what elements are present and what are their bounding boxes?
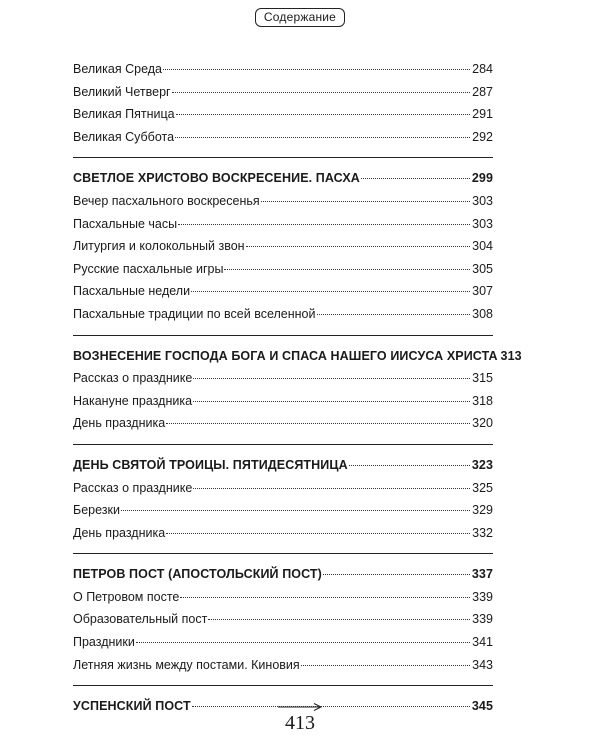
dot-leader [166,533,470,534]
toc-entry-title: Великая Пятница [73,107,175,122]
toc-entry-page: 305 [472,261,493,276]
toc-section-heading[interactable] [73,454,493,477]
section-page: 337 [471,567,493,582]
section-title: СВЕТЛОЕ ХРИСТОВО ВОСКРЕСЕНИЕ. ПАСХА [73,171,360,186]
dot-leader [323,574,470,575]
dot-leader [208,619,470,620]
toc-entry[interactable] [73,58,493,81]
toc-entry-page: 320 [472,416,493,431]
dot-leader [136,642,470,643]
dot-leader [180,597,470,598]
section-page: 323 [471,457,493,472]
toc-entry[interactable] [73,235,493,258]
toc-entry[interactable] [73,258,493,281]
section-divider [73,444,493,445]
toc-entry-title: Литургия и колокольный звон [73,239,245,254]
toc-entry-page: 308 [472,306,493,321]
toc-entry-title: Образовательный пост [73,612,208,627]
toc-entry-page: 303 [472,193,493,208]
dot-leader [193,378,470,379]
toc-entry[interactable] [73,608,493,631]
toc-entry-page: 329 [472,503,493,518]
section-divider [73,553,493,554]
dot-leader [361,178,470,179]
toc-entry-title: О Петровом посте [73,589,180,604]
toc-entry-title: День праздника [73,525,166,540]
toc-entry-title: Рассказ о празднике [73,480,193,495]
section-divider [73,685,493,686]
toc-entry-title: Праздники [73,635,135,650]
dot-leader [172,92,470,93]
toc-entry[interactable] [73,103,493,126]
dot-leader [193,488,470,489]
toc-entry-page: 325 [472,480,493,495]
toc-entry[interactable] [73,586,493,609]
toc-entry[interactable] [73,390,493,413]
toc-entry-title: Накануне праздника [73,393,193,408]
section-divider [73,157,493,158]
toc-entry-title: Пасхальные традиции по всей вселенной [73,306,316,321]
toc-entry-page: 304 [472,239,493,254]
toc-entry[interactable] [73,190,493,213]
toc-entry[interactable] [73,499,493,522]
toc-entry-page: 284 [472,62,493,76]
dot-leader [193,401,470,402]
toc-entry[interactable] [73,522,493,545]
toc-entry-page: 292 [472,129,493,144]
page-footer [0,702,600,734]
toc-entry-title: Великая Суббота [73,129,175,144]
toc-entry[interactable] [73,477,493,500]
toc-entry-title: Летняя жизнь между постами. Киновия [73,657,300,672]
dot-leader [175,137,470,138]
toc-entry-page: 307 [472,284,493,299]
dot-leader [163,69,470,70]
dot-leader [121,510,470,511]
running-header [0,8,600,27]
right-arrow-icon [276,702,324,712]
toc-entry-page: 332 [472,525,493,540]
toc-entry-title: Пасхальные часы [73,216,178,231]
section-title: ДЕНЬ СВЯТОЙ ТРОИЦЫ. ПЯТИДЕСЯТНИЦА [73,457,348,472]
toc-entry-page: 339 [472,589,493,604]
dot-leader [176,114,470,115]
toc-entry[interactable] [73,213,493,236]
toc-entry-title: Русские пасхальные игры [73,261,224,276]
toc-entry-page: 303 [472,216,493,231]
dot-leader [246,246,470,247]
toc-section-heading[interactable] [73,167,493,190]
toc-entry-page: 287 [472,84,493,99]
toc-entry[interactable] [73,654,493,677]
toc-entry-title: Великий Четверг [73,84,171,99]
toc-entry[interactable] [73,303,493,326]
section-title: ПЕТРОВ ПОСТ (АПОСТОЛЬСКИЙ ПОСТ) [73,567,322,582]
toc-entry-title: День праздника [73,416,166,431]
dot-leader [178,224,470,225]
toc-entry-title: Рассказ о празднике [73,371,193,386]
toc-entry-page: 343 [472,657,493,672]
section-page: 345 [471,699,493,714]
dot-leader [261,201,470,202]
toc-entry[interactable] [73,81,493,104]
dot-leader [166,423,470,424]
toc-entry-page: 291 [472,107,493,122]
section-page: 313 [500,348,522,363]
dot-leader [191,291,470,292]
toc-entry-title: Пасхальные недели [73,284,191,299]
toc-entry[interactable] [73,631,493,654]
toc-entry[interactable] [73,280,493,303]
toc-entry[interactable] [73,126,493,149]
toc-entry-page: 339 [472,612,493,627]
section-divider [73,335,493,336]
header-title: Содержание [255,8,345,27]
section-title: УСПЕНСКИЙ ПОСТ [73,699,191,714]
dot-leader [349,465,470,466]
toc-section-heading[interactable] [73,563,493,586]
toc-entry-page: 315 [472,371,493,386]
dot-leader [317,314,471,315]
toc-entry-title: Великая Среда [73,62,162,76]
toc-entry-title: Вечер пасхального воскресенья [73,193,260,208]
page-number: 413 [285,712,315,734]
table-of-contents [73,58,522,718]
toc-entry-page: 341 [472,635,493,650]
section-title: ВОЗНЕСЕНИЕ ГОСПОДА БОГА И СПАСА НАШЕГО ИИСУСА ХРИСТА [73,348,498,363]
toc-entry[interactable] [73,412,493,435]
dot-leader [224,269,470,270]
toc-section-heading[interactable] [73,345,522,368]
toc-entry-title: Березки [73,503,120,518]
dot-leader [301,665,470,666]
toc-entry[interactable] [73,367,493,390]
toc-entry-page: 318 [472,393,493,408]
section-page: 299 [471,171,493,186]
